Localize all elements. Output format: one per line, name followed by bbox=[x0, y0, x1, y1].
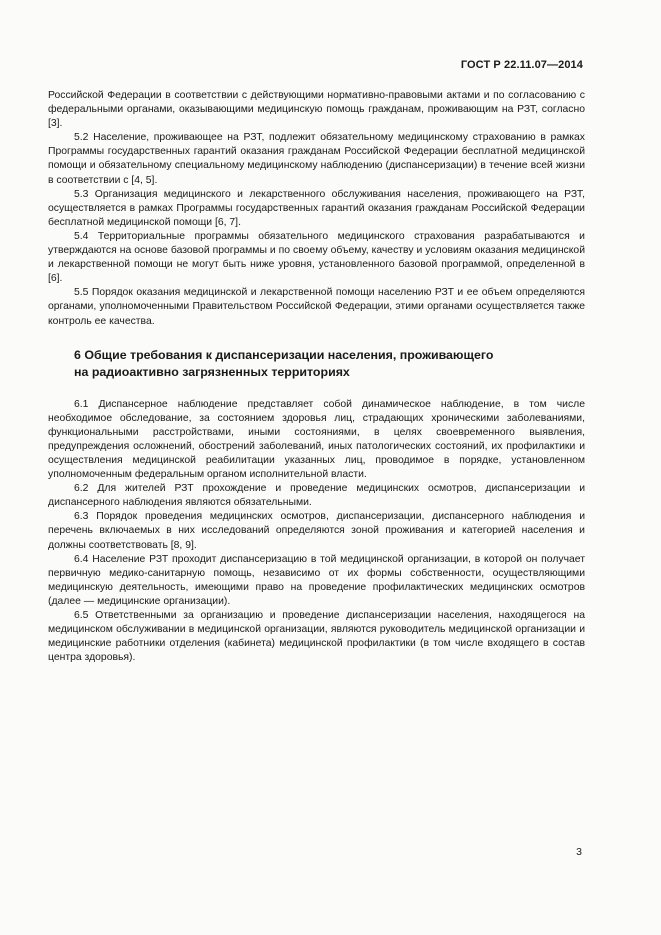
paragraph-6-4: 6.4 Население РЗТ проходит диспансеризацию в той медицинской организации, в которой он получает первичную медико-санитарную помощь, независимо от их формы собственности, осуществляющими медицинскую деятельность, имеющими право на проведение профилактических медицинских осмотров (далее — медицинские организации). bbox=[48, 553, 585, 607]
paragraph-5-5: 5.5 Порядок оказания медицинской и лекарственной помощи населению РЗТ и ее объем определяются органами, уполномоченными Правительством Российской Федерации, этими органами осуществляется также контроль ее качества. bbox=[48, 287, 585, 327]
section-6-title bbox=[74, 347, 585, 381]
page-number: 3 bbox=[576, 846, 582, 858]
paragraph-6-2: 6.2 Для жителей РЗТ прохождение и проведение медицинских осмотров, диспансеризации и диспансерного наблюдения являются обязательными. bbox=[48, 483, 585, 509]
paragraph-5-3: 5.3 Организация медицинского и лекарственного обслуживания населения, проживающего на РЗТ, осуществляется в рамках Программы государственных гарантий оказания гражданам Российской Федерации бесплатной медицинской помощи [6, 7]. bbox=[48, 188, 585, 228]
section-6-title-line1: 6 Общие требования к диспансеризации населения, проживающего bbox=[74, 347, 494, 362]
section-6-title-line2: на радиоактивно загрязненных территориях bbox=[74, 364, 350, 379]
paragraph-5-4: 5.4 Территориальные программы обязательного медицинского страхования разрабатываются и утверждаются на основе базовой программы и по своему объему, качеству и условиям оказания медицинской и лекарственной помощи не могут быть ниже уровня, установленного базовой программой, определенной в [6]. bbox=[48, 230, 585, 285]
standard-code: ГОСТ Р 22.11.07—2014 bbox=[460, 59, 583, 71]
document-body bbox=[48, 89, 585, 665]
paragraph-6-1: 6.1 Диспансерное наблюдение представляет собой динамическое наблюдение, в том числе необходимое обследование, за состоянием здоровья лиц, страдающих хроническими заболеваниями, функциональными расстройствами, иными состояниями, в целях своевременного выявления, предупреждения осложнений, обострений заболеваний, иных патологических состояний, их профилактики и осуществления медицинской реабилитации указанных лиц, проводимое в порядке, установленном уполномоченным федеральным органом исполнительной власти. bbox=[48, 398, 585, 481]
paragraph-6-3: 6.3 Порядок проведения медицинских осмотров, диспансеризации, диспансерного наблюдения и перечень включаемых в них исследований определяются зоной проживания и категорией населения и должны соответствовать [8, 9]. bbox=[48, 511, 585, 551]
paragraph-6-5: 6.5 Ответственными за организацию и проведение диспансеризации населения, находящегося на медицинском обслуживании в медицинской организации, являются руководитель медицинской организации и медицинские работники отделения (кабинета) медицинской профилактики (в том числе входящего в состав центра здоровья). bbox=[48, 610, 585, 664]
paragraph-5-2: 5.2 Население, проживающее на РЗТ, подлежит обязательному медицинскому страхованию в рамках Программы государственных гарантий оказания гражданам Российской Федерации бесплатной медицинской помощи и обязательному специальному медицинскому наблюдению (диспансеризации) в течение всей жизни в соответствии с [4, 5]. bbox=[48, 132, 585, 186]
paragraph-5-1-continuation: Российской Федерации в соответствии с действующими нормативно-правовыми актами и по согласованию с федеральными органами, оказывающими медицинскую помощь гражданам, проживающим на РЗТ, согласно [3]. bbox=[48, 90, 585, 130]
